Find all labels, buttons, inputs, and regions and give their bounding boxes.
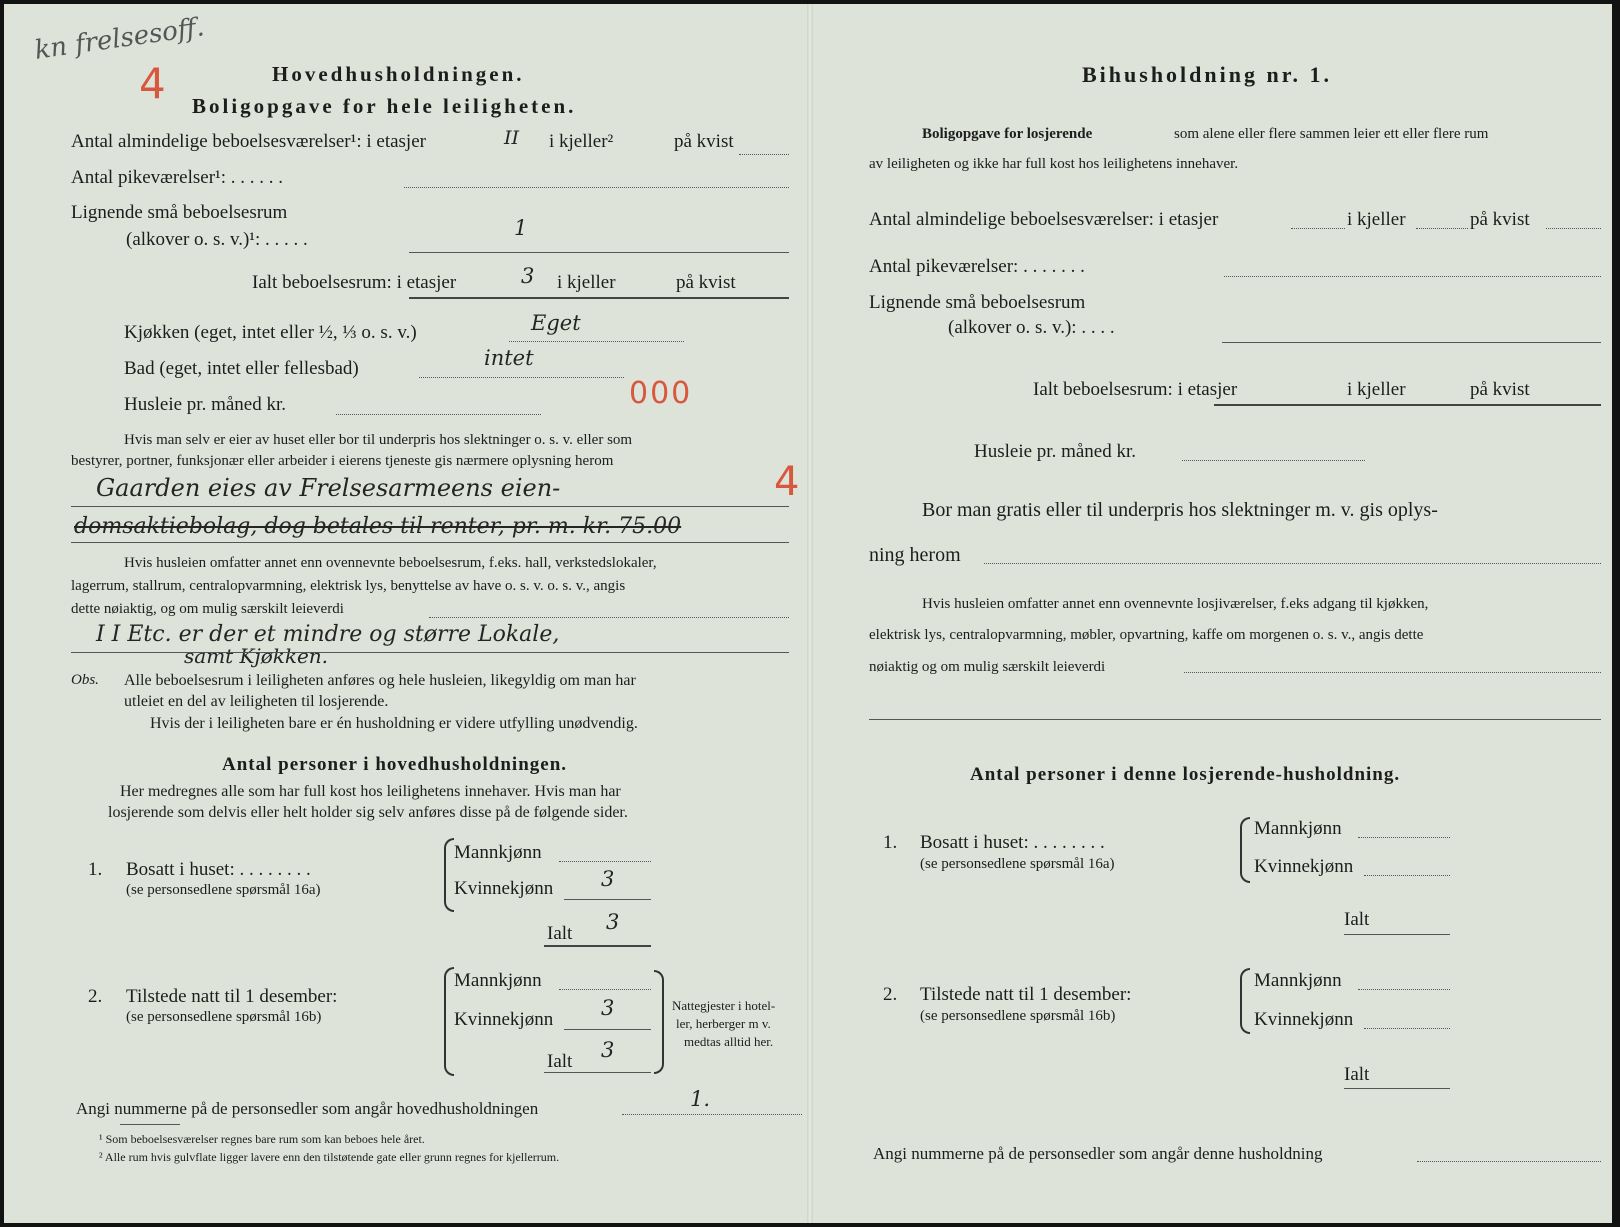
owner-hand-2: domsaktiebolag, dog betales til renter, pr. m. kr. 75.00 [74,514,682,539]
right-q1-label: Bosatt i huset: . . . . . . . . [920,832,1105,853]
obs-label: Obs. [71,672,99,688]
right-q1-brace [1240,817,1250,883]
right-q2-ialt-line [1344,1088,1450,1089]
owner-hand-red-4: 4 [774,459,800,505]
owner-text-1: Hvis man selv er eier av huset eller bor til underpris hos slektninger o. s. v. eller som [124,432,633,448]
right-q1-mann-line [1358,837,1450,838]
right-row2-label: Antal pikeværelser: . . . . . . . [869,256,1085,277]
right-row1-kvist-line [1546,228,1601,229]
right-husleie-line [1182,460,1365,461]
q1-ialt-label: Ialt [547,923,573,944]
right-extra-2: elektrisk lys, centralopvarmning, møbler, opvartning, kaffe om morgenen o. s. v., angis dette [869,627,1424,643]
right-intro-1: som alene eller flere sammen leier ett eller flere rum [1174,126,1489,142]
q2-right-brace [654,970,664,1074]
owner-line-2 [71,542,789,543]
row3-line [409,252,789,253]
right-row1-label: Antal almindelige beboelsesværelser: i etasjer [869,209,1219,230]
right-angi-line [1417,1161,1601,1162]
right-q1-number: 1. [883,832,898,853]
right-extra-3: nøiaktig og om mulig særskilt leieverdi [869,659,1106,675]
ialt-kjeller-label: i kjeller [557,272,616,293]
right-ialt-kjeller-label: i kjeller [1347,379,1406,400]
extra-text-2: lagerrum, stallrum, centralopvarmning, elektrisk lys, benyttelse av have o. s. v. o. s. v., angis [71,578,626,594]
row1-kjeller-label: i kjeller² [549,131,614,152]
footnote-rule [120,1124,180,1125]
kjokken-label: Kjøkken (eget, intet eller ½, ⅓ o. s. v.) [124,322,417,343]
corner-note: kn frelsesoff. [32,12,207,66]
footnote-2: ² Alle rum hvis gulvflate ligger lavere enn den tilstøtende gate eller grunn regnes for kjellerrum. [99,1150,560,1164]
q2-number: 2. [88,986,103,1007]
q2-kvinne-line [564,1029,651,1030]
angi-line [622,1114,802,1115]
ialt-label: Ialt beboelsesrum: i etasjer [252,272,457,293]
row1-etasjer-value: II [504,127,520,149]
right-q2-number: 2. [883,984,898,1005]
q2-label: Tilstede natt til 1 desember: [126,986,338,1007]
right-row2-line [1224,276,1601,277]
q1-ialt-value: 3 [606,910,620,934]
ialt-kvist-label: på kvist [676,272,736,293]
bad-value: intet [484,346,534,370]
row2-label: Antal pikeværelser¹: . . . . . . [71,167,284,188]
right-title: Bihusholdning nr. 1. [1082,62,1332,87]
right-ialt-label: Ialt beboelsesrum: i etasjer [1033,379,1238,400]
kjokken-value: Eget [531,311,581,335]
red-household-number: 4 [139,59,166,108]
census-form-sheet [4,4,1612,1223]
q2-mann-line [559,989,651,990]
right-gratis-1: Bor man gratis eller til underpris hos slektninger m. v. gis oplys- [922,499,1438,521]
right-row3-label-2: (alkover o. s. v.): . . . . [948,317,1115,338]
right-gratis-line [984,563,1601,564]
q1-ialt-line [544,945,651,947]
extra-line-1 [429,617,789,618]
right-row1-kvist-label: på kvist [1470,209,1530,230]
q1-mann-line [559,861,651,862]
owner-text-2: bestyrer, portner, funksjonær eller arbeider i eierens tjeneste gis nærmere oplysning herom [71,453,614,469]
right-row1-kjeller-line [1416,228,1468,229]
right-intro-bold: Boligopgave for losjerende [922,126,1093,142]
q2-brace [444,967,454,1076]
right-row1-etasjer-line [1291,228,1345,229]
right-q1-mann-label: Mannkjønn [1254,818,1342,839]
persons-title: Antal personer i hovedhusholdningen. [222,754,568,775]
kjokken-line [509,341,684,342]
right-row3-line [1222,342,1601,343]
page-fold [807,4,813,1223]
right-q1-ialt-label: Ialt [1344,909,1370,930]
right-ialt-line [1214,404,1601,406]
owner-line-1 [71,506,789,507]
right-q2-mann-label: Mannkjønn [1254,970,1342,991]
nattegjester-1: Nattegjester i hotel- [672,998,776,1013]
obs-text-1: Alle beboelsesrum i leiligheten anføres og hele husleien, likegyldig om man har [124,672,636,689]
extra-hand-1: I I Etc. er der et mindre og større Lokale, [96,622,560,647]
q1-sublabel: (se personsedlene spørsmål 16a) [126,882,321,898]
right-angi-text: Angi nummerne på de personsedler som angår denne husholdning [873,1144,1323,1163]
right-husleie-label: Husleie pr. måned kr. [974,441,1136,462]
left-subtitle: Boligopgave for hele leiligheten. [192,94,577,118]
bad-line [419,377,624,378]
ialt-etasjer-value: 3 [521,264,535,288]
extra-text-3: dette nøiaktig, og om mulig særskilt leieverdi [71,601,344,617]
row3-label-1: Lignende små beboelsesrum [71,202,288,223]
right-q1-ialt-line [1344,934,1450,935]
right-q2-kvinne-label: Kvinnekjønn [1254,1009,1354,1030]
q1-mann-label: Mannkjønn [454,842,542,863]
persons-text-1: Her medregnes alle som har full kost hos leilighetens innehaver. Hvis man har [120,783,621,800]
right-q2-label: Tilstede natt til 1 desember: [920,984,1132,1005]
right-row3-label-1: Lignende små beboelsesrum [869,292,1086,313]
row1-label: Antal almindelige beboelsesværelser¹: i etasjer [71,131,426,152]
extra-text-1: Hvis husleien omfatter annet enn ovennevnte beboelsesrum, f.eks. hall, verkstedslokaler, [124,555,657,571]
husleie-line [336,414,541,415]
q2-ialt-label: Ialt [547,1051,573,1072]
q2-ialt-value: 3 [601,1038,615,1062]
right-extra-1: Hvis husleien omfatter annet enn ovennevnte losjiværelser, f.eks adgang til kjøkken, [922,596,1429,612]
right-q1-kvinne-line [1364,875,1450,876]
q2-sublabel: (se personsedlene spørsmål 16b) [126,1009,322,1025]
obs-text-3: Hvis der i leiligheten bare er én husholdning er videre utfylling unødvendig. [150,715,638,732]
q1-brace [444,838,454,912]
nattegjester-3: medtas alltid her. [684,1034,774,1049]
husleie-label: Husleie pr. måned kr. [124,394,286,415]
right-row1-kjeller-label: i kjeller [1347,209,1406,230]
ialt-line [409,297,789,299]
right-q1-sublabel: (se personsedlene spørsmål 16a) [920,856,1115,872]
angi-text: Angi nummerne på de personsedler som angår hovedhusholdningen [76,1099,539,1118]
angi-value: 1. [690,1087,711,1111]
right-intro-2: av leiligheten og ikke har full kost hos leilighetens innehaver. [869,156,1239,172]
right-gratis-2: ning herom [869,544,961,566]
footnote-1: ¹ Som beboelsesværelser regnes bare rum som kan beboes hele året. [99,1132,425,1146]
right-ialt-kvist-label: på kvist [1470,379,1530,400]
right-q2-kvinne-line [1364,1028,1450,1029]
q1-kvinne-label: Kvinnekjønn [454,878,554,899]
obs-text-2: utleiet en del av leiligheten til losjerende. [124,693,389,710]
bad-label: Bad (eget, intet eller fellesbad) [124,358,359,379]
q1-kvinne-line [564,899,651,900]
right-q2-sublabel: (se personsedlene spørsmål 16b) [920,1008,1116,1024]
q2-kvinne-value: 3 [601,996,615,1020]
left-title: Hovedhusholdningen. [272,62,525,86]
row1-kvist-line [739,154,789,155]
persons-text-2: losjerende som delvis eller helt holder sig selv anføres disse på de følgende sider. [108,804,628,821]
extra-line-2 [71,652,789,653]
row2-line [404,187,789,188]
row3-value: 1 [514,216,528,240]
husleie-value: 000 [629,376,693,411]
row1-kvist-label: på kvist [674,131,734,152]
q2-ialt-line [544,1072,651,1073]
right-q2-brace [1240,968,1250,1034]
owner-hand-1: Gaarden eies av Frelsesarmeens eien- [96,474,561,502]
q2-kvinne-label: Kvinnekjønn [454,1009,554,1030]
right-persons-title: Antal personer i denne losjerende-husholdning. [970,764,1401,785]
nattegjester-2: ler, herberger m v. [676,1016,771,1031]
right-extra-line-1 [1184,672,1601,673]
right-q1-kvinne-label: Kvinnekjønn [1254,856,1354,877]
right-q2-ialt-label: Ialt [1344,1064,1370,1085]
extra-hand-2: samt Kjøkken. [184,644,329,668]
q2-mann-label: Mannkjønn [454,970,542,991]
q1-kvinne-value: 3 [601,867,615,891]
right-q2-mann-line [1358,989,1450,990]
q1-label: Bosatt i huset: . . . . . . . . [126,859,311,880]
row3-label-2: (alkover o. s. v.)¹: . . . . . [126,229,308,250]
q1-number: 1. [88,859,103,880]
right-extra-line-2 [869,719,1601,720]
